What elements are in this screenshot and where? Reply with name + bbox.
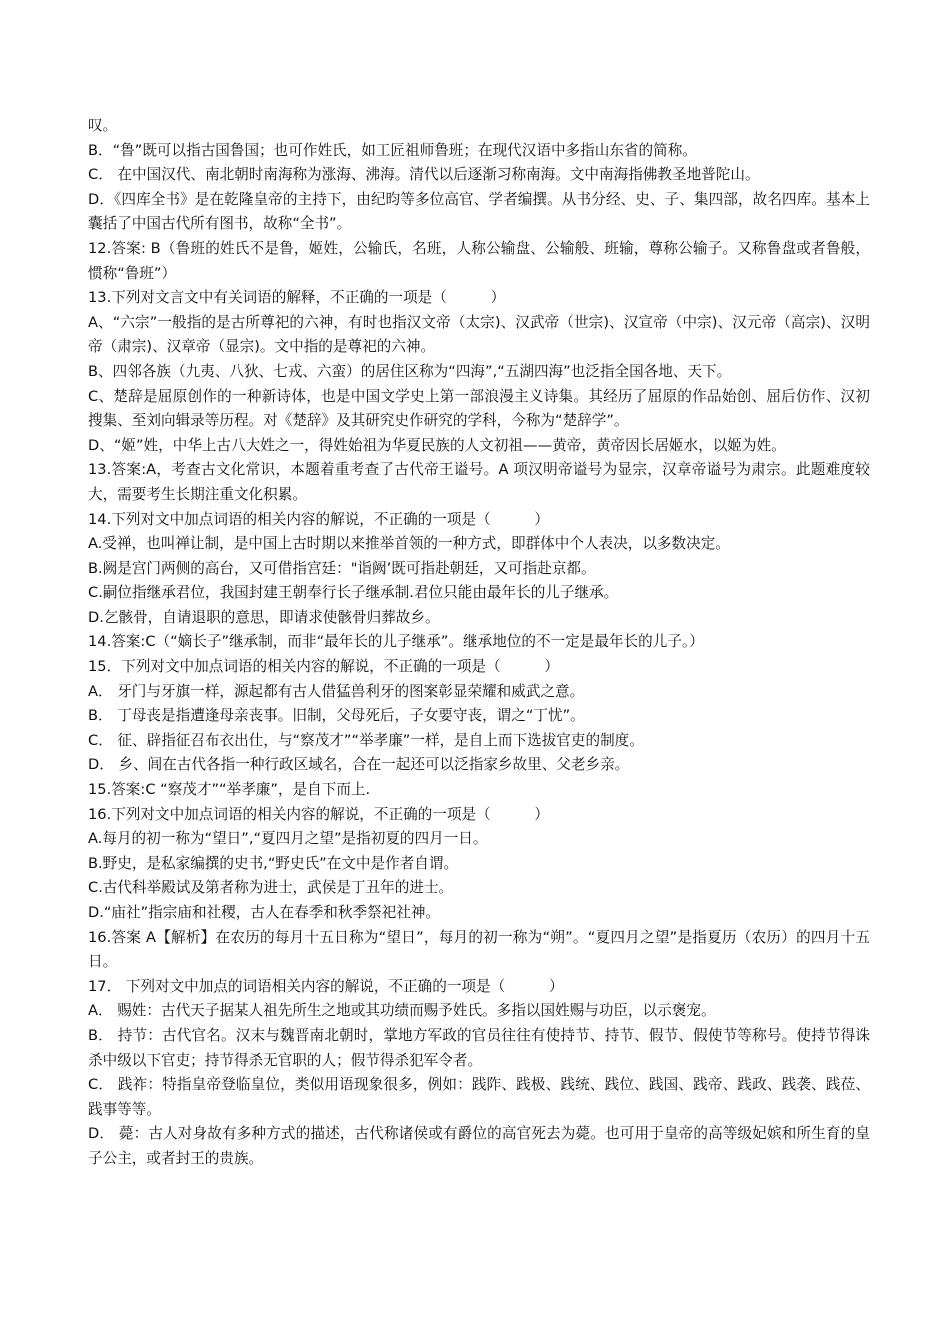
text-line: D．《四库全书》是在乾隆皇帝的主持下，由纪昀等多位高官、学者编撰。从书分经、史、子、集四部，故名四库。基本上囊括了中国古代所有图书，故称“全书”。 (88, 190, 870, 233)
text-line: C.嗣位指继承君位，我国封建王朝奉行长子继承制.君位只能由最年长的儿子继承。 (88, 584, 619, 602)
text-line: B.阙是宫门两侧的高台，又可借指宫廷："诣阙’既可指赴朝廷，又可指赴京都。 (88, 559, 596, 577)
text-line: C． 征、辟指征召布衣出仕，与“察茂才”“举孝廉”一样，是自上而下选拔官吏的制度。 (88, 731, 644, 749)
question-line: 14.下列对文中加点词语的相关内容的解说，不正确的一项是（ ） (88, 510, 550, 528)
text-line: A.受禅，也叫禅让制，是中国上古时期以来推举首领的一种方式，即群体中个人表决，以多数决定。 (88, 535, 730, 553)
text-line: A.每月的初一称为“望日”,“夏四月之望”是指初夏的四月一日。 (88, 830, 488, 848)
text-line: C． 践祚：特指皇帝登临皇位，类似用语现象很多，例如：践阼、践极、践统、践位、践国、践帝、践政、践袭、践莅、践事等等。 (88, 1076, 870, 1118)
text-line: D.“庙社”指宗庙和社稷，古人在春季和秋季祭祀社神。 (88, 904, 441, 921)
question-line: 15．下列对文中加点词语的相关内容的解说，不正确的一项是（ ） (88, 658, 559, 676)
answer-line: 13.答案:A，考查古文化常识，本题着重考查了古代帝王谥号。A 项汉明帝谥号为显宗，汉章帝谥号为肃宗。此题难度较大，需要考生长期注重文化积累。 (88, 461, 870, 503)
text-line: 叹。 (88, 117, 118, 134)
answer-line: 15.答案:C “察茂才”“举孝廉”，是自下而上. (88, 781, 371, 799)
text-line: A、“六宗”一般指的是古所尊祀的六神，有时也指汉文帝（太宗)、汉武帝（世宗)、汉宣帝（中宗)、汉元帝（高宗)、汉明帝（肃宗)、汉章帝（显宗)。文中指的是尊祀的六神。 (88, 313, 870, 356)
text-line: D、“姬”姓，中华上古八大姓之一，得姓始祖为华夏民族的人文初祖——黄帝，黄帝因长居姬水，以姬为姓。 (88, 436, 786, 454)
question-line: 16.下列对文中加点词语的相关内容的解说，不正确的一项是（ ） (88, 805, 550, 823)
text-line: B、四邻各族（九夷、八狄、七戎、六蛮）的居住区称为“四海”,“五湖四海”也泛指全国各地、天下。 (88, 362, 732, 380)
document-body (88, 114, 870, 1172)
text-line: B． 丁母丧是指遭逢母亲丧事。旧制，父母死后，子女要守丧，谓之“丁忧”。 (88, 707, 585, 725)
question-line: 17． 下列对文中加点的词语相关内容的解说，不正确的一项是（ ） (88, 977, 564, 995)
text-line: D． 薨：古人对身故有多种方式的描述，古代称诸侯或有爵位的高官死去为薨。也可用于皇帝的高等级妃嫔和所生育的皇子公主，或者封王的贵族。 (88, 1125, 870, 1167)
text-line: B．“鲁”既可以指古国鲁国；也可作姓氏，如工匠祖师鲁班；在现代汉语中多指山东省的简称。 (88, 141, 697, 159)
text-line: C． 在中国汉代、南北朝时南海称为涨海、沸海。清代以后逐渐习称南海。文中南海指佛教圣地普陀山。 (88, 166, 760, 184)
text-line: D.乞骸骨，自请退职的意思，即请求使骸骨归葬故乡。 (88, 608, 440, 626)
text-line: C.古代科举殿试及第者称为进士，武侯是丁丑年的进士。 (88, 879, 454, 897)
text-line: A． 牙门与牙旗一样，源起都有古人借猛兽利牙的图案彰显荣耀和威武之意。 (88, 682, 585, 700)
answer-line: 16.答案 A【解析】在农历的每月十五日称为“望日”，每月的初一称为“朔”。“夏四月之望”是指夏历（农历）的四月十五日。 (88, 928, 870, 971)
text-line: D． 乡、闾在古代各指一种行政区域名，合在一起还可以泛指家乡故里、父老乡亲。 (88, 756, 630, 774)
answer-line: 12.答案: B（鲁班的姓氏不是鲁，姬姓，公输氏，名班，人称公输盘、公输般、班输，尊称公输子。又称鲁盘或者鲁般，惯称“鲁班”） (88, 239, 870, 282)
text-line: B.野史，是私家编撰的史书,“野史氏”在文中是作者自谓。 (88, 854, 459, 872)
text-line: A． 赐姓：古代天子据某人祖先所生之地或其功绩而赐予姓氏。多指以国姓赐与功臣，以示褒宠。 (88, 1002, 716, 1020)
text-line: C、楚辞是屈原创作的一种新诗体，也是中国文学史上第一部浪漫主义诗集。其经历了屈原的作品始创、屈后仿作、汉初搜集、至刘向辑录等历程。对《楚辞》及其研究史作研究的学科，今称为“楚辞学”。 (88, 387, 870, 430)
question-line: 13.下列对文言文中有关词语的解释，不正确的一项是（ ） (88, 289, 506, 307)
answer-line: 14.答案:C（“嫡长子”继承制，而非“最年长的儿子继承”。继承地位的不一定是最年长的儿子。） (88, 633, 704, 651)
text-line: B． 持节：古代官名。汉末与魏晋南北朝时，掌地方军政的官员往往有使持节、持节、假节、假使节等称号。使持节得诛杀中级以下官吏；持节得杀无官职的人；假节得杀犯军令者。 (88, 1026, 870, 1069)
